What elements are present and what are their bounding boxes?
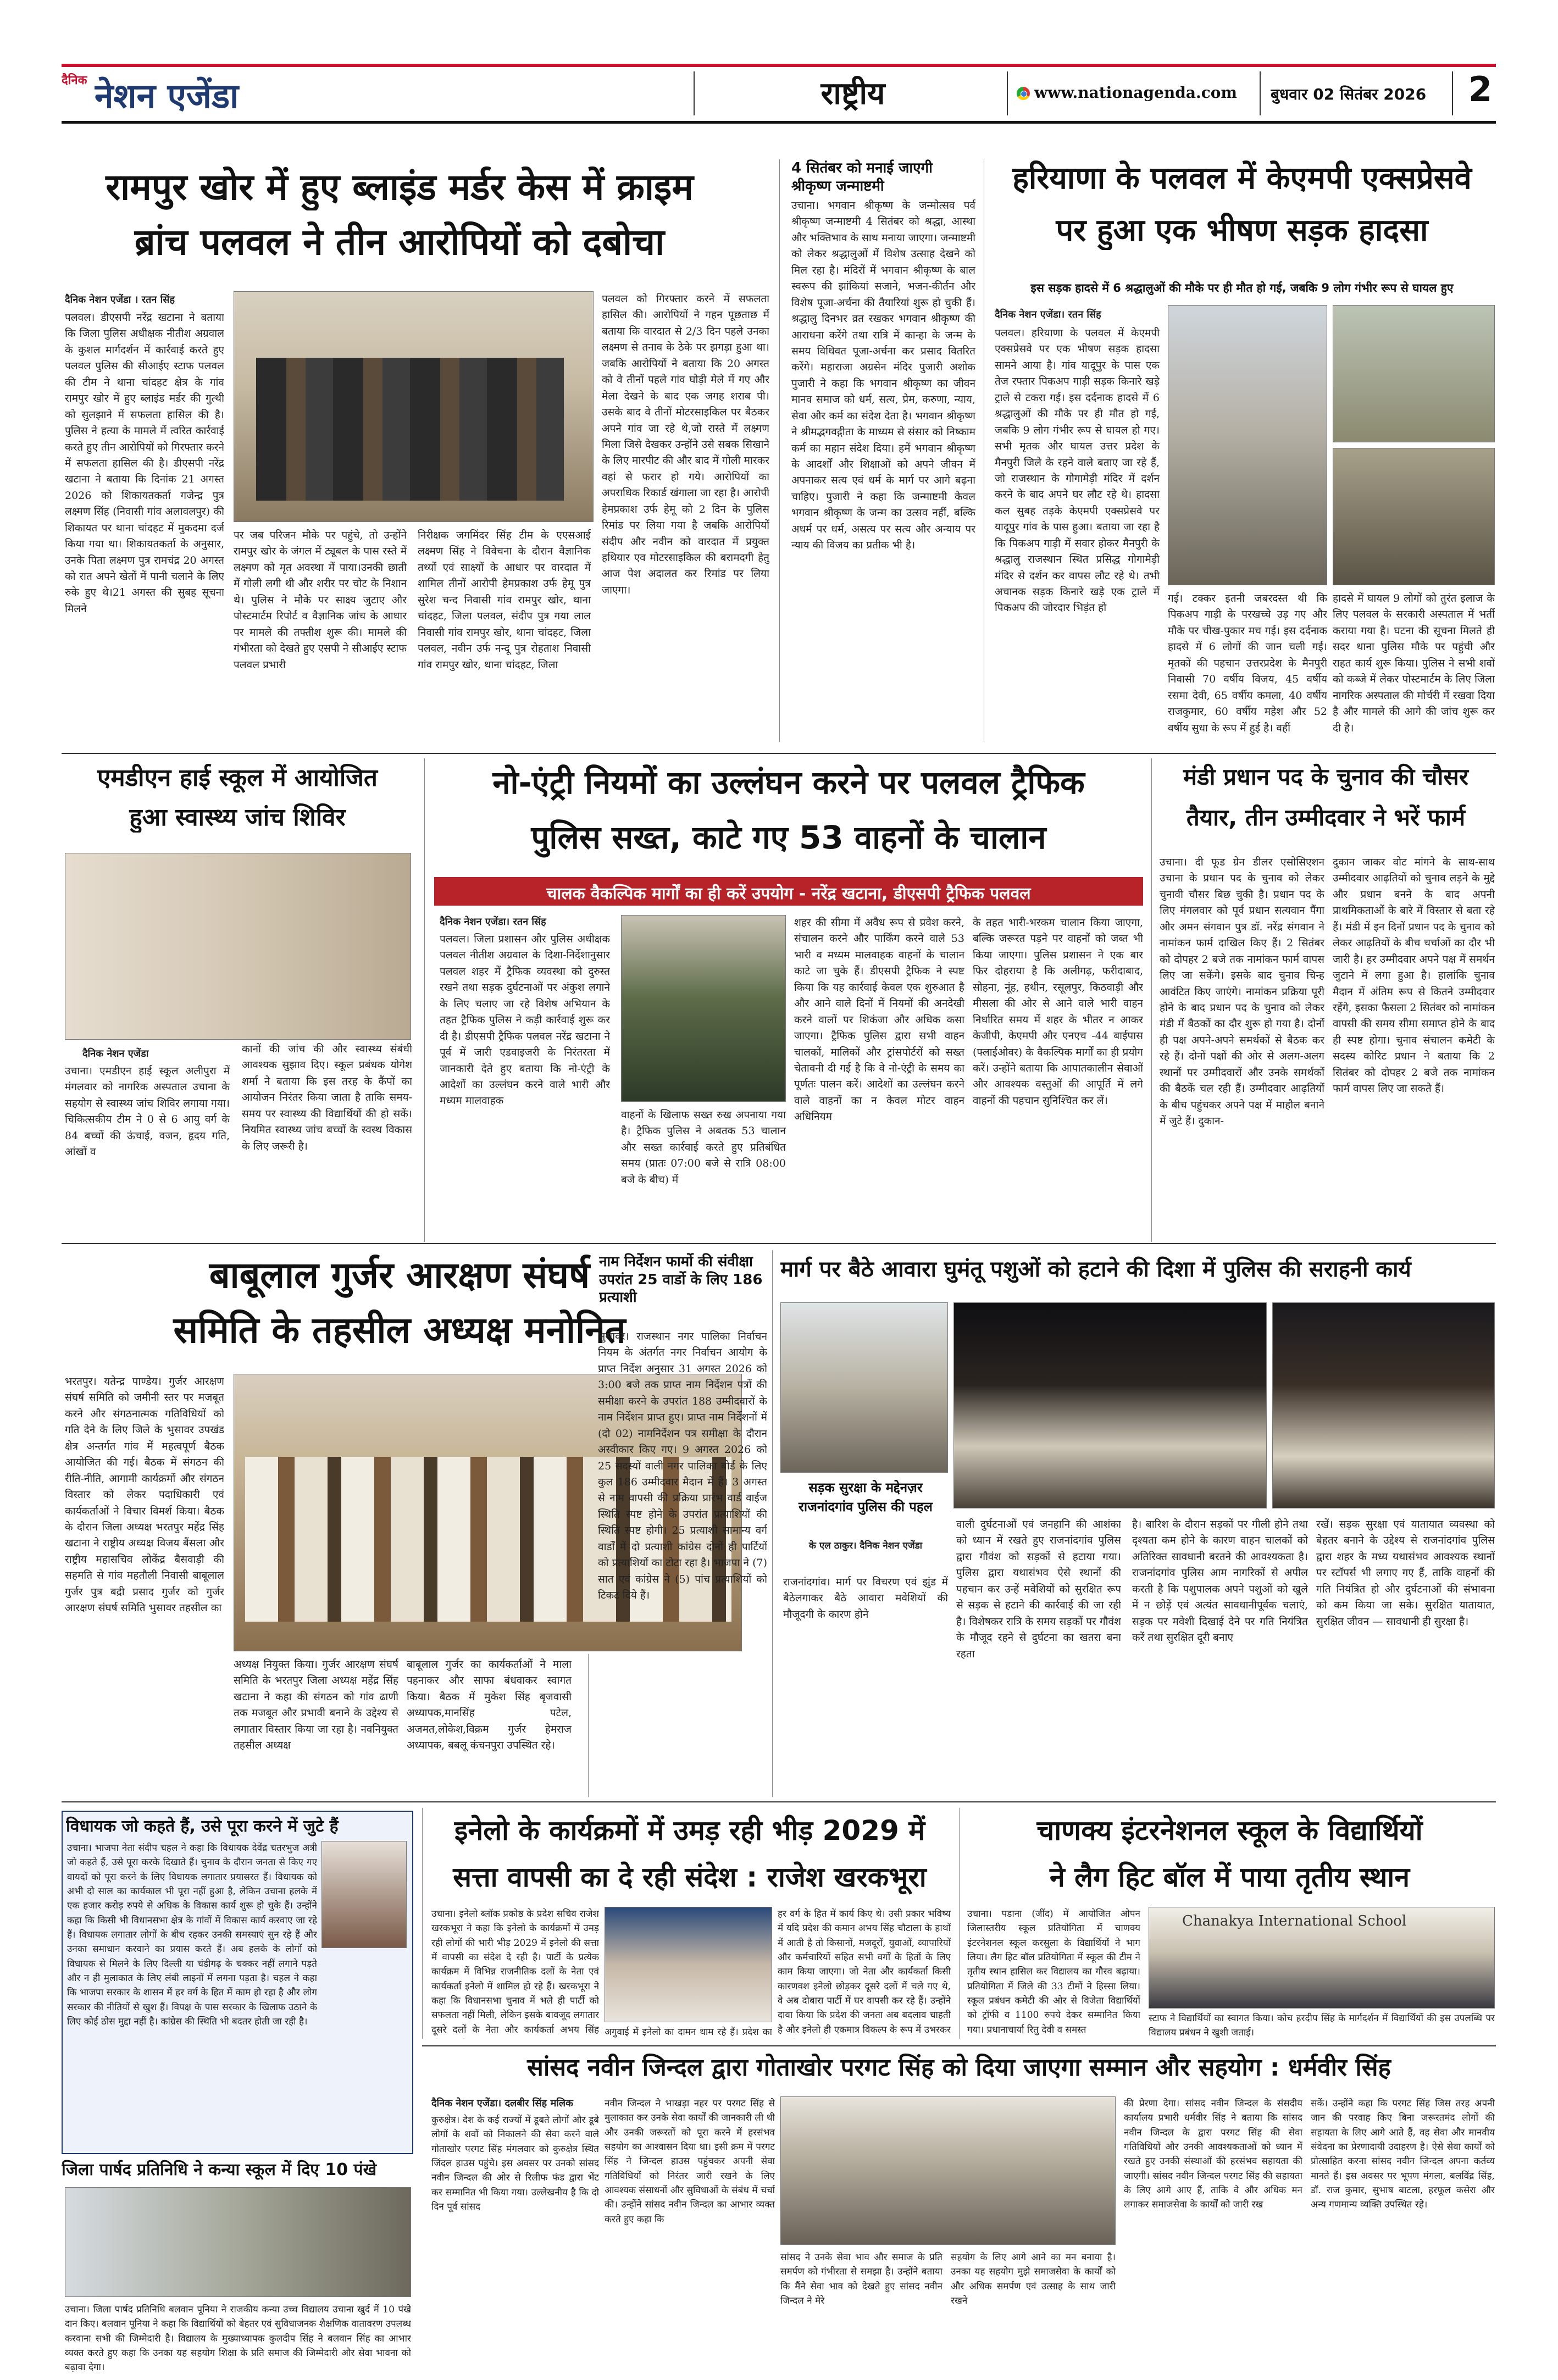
masthead <box>62 64 1496 124</box>
story4-byline: दैनिक नेशन एजेंडा <box>82 1048 149 1059</box>
col-rule-7 <box>422 1808 423 2039</box>
section-rule-5 <box>422 2045 1496 2046</box>
story14-col-4: सहयोग के लिए आगे आने का मन बनाया है। उनका यह सहयोग मुझे समाजसेवा के कार्यों को और अधिक समर्पण एवं उत्साह के साथ जारी रखने <box>951 2252 1116 2307</box>
story9-col-1: राजनांदगांव। मार्ग पर विचरण एवं झुंड में बैठेलगाकर बैठे आवारा मवेशियों की मौजूदगी के कारण होने <box>783 1576 948 1621</box>
page-number: 2 <box>1468 69 1493 109</box>
story3-headline-1: हरियाणा के पलवल में केएमपी एक्सप्रेसवे <box>1012 160 1472 196</box>
story2-body: उचाना। भगवान श्रीकृष्ण के जन्मोत्सव पर्व श्रीकृष्ण जन्माष्टमी 4 सितंबर को श्रद्धा, आस्था और भक्तिभाव के साथ मनाया जाएगा। जन्माष्टमी को लेकर श्रद्धालुओं में विशेष उत्साह देखने को मिल रहा है। मंदिरों में भगवान श्रीकृष्ण के बाल स्वरूप की झांकियां सजाने, भजन-कीर्तन और विशेष पूजा-अर्चना की तैयारियां शुरू हो चुकी हैं। श्रद्धालु दिनभर व्रत रखकर भगवान श्रीकृष्ण की आराधना करेंगे तथा रात्रि में कान्हा के जन्म के समय विधिवत पूजा-अर्चना कर प्रसाद वितरित करेंगे। महाराजा अग्रसेन मंदिर पुजारी अशोक पुजारी ने कहा कि भगवान श्रीकृष्ण का जीवन मानव समाज को धर्म, सत्य, प्रेम, करुणा, न्याय, सेवा और कर्म का संदेश देता है। भगवान श्रीकृष्ण ने श्रीमद्भगवद्गीता के माध्यम से संसार को निष्काम कर्म का महान संदेश दिया। हमें भगवान श्रीकृष्ण के आदर्शों और शिक्षाओं को अपने जीवन में अपनाकर सत्य एवं धर्म के मार्ग पर आगे बढ़ना चाहिए। पुजारी ने कहा कि जन्माष्टमी केवल भगवान श्रीकृष्ण के जन्म का उत्सव नहीं, बल्कि अधर्म पर धर्म, असत्य पर सत्य और अन्याय पर न्याय की विजय का प्रतीक भी है। <box>791 199 975 552</box>
issue-date: बुधवार 02 सितंबर 2026 <box>1271 85 1427 103</box>
paper-name: नेशन एजेंडा <box>95 76 239 116</box>
masthead-top-rule <box>62 64 1496 67</box>
story10-headline: विधायक जो कहते हैं, उसे पूरा करने में जुटे हैं <box>66 1817 339 1836</box>
story13-photo <box>1149 1907 1495 2009</box>
story9-caption-1: सड़क सुरक्षा के मद्देनज़र <box>808 1480 923 1495</box>
website-link[interactable]: www.nationagenda.com <box>1034 84 1238 102</box>
story12-col-3: हर वर्ग के हित में कार्य किए थे। उसी प्रकार भविष्य में यदि प्रदेश की कमान अभय सिंह चौटाला के हाथों में आती है तो किसानों, मजदूरों, युवाओं, व्यापारियों और कर्मचारियों सहित सभी वर्गों के हितों के लिए काम किया जाएगा। जो नेता और कार्यकर्ता किसी कारणवश इनेलो छोड़कर दूसरे दलों में चले गए थे, वे अब दोबारा पार्टी में घर वापसी कर रहे हैं। उन्होंने दावा किया कि प्रदेश की जनता अब बदलाव चाहती है और इनेलो ही एकमात्र विकल्प के रूप में उभरकर <box>778 1909 951 2035</box>
story14-byline: दैनिक नेशन एजेंडा। दलबीर सिंह मलिक <box>431 2098 573 2109</box>
masthead-divider-3 <box>1260 71 1261 115</box>
story9-col-3: है। बारिश के दौरान सड़कों पर गीली होने तथा दृश्यता कम होने के कारण वाहन चालकों को अतिरिक्त सावधानी बरतने की आवश्यकता है। राजनांदगांव पुलिस आम नागरिकों से अपील करती है कि पशुपालक अपने पशुओं को खुले में न छोड़ें एवं अत्यंत सावधानीपूर्वक चलाएं, सड़क पर मवेशी दिखाई देने पर गति नियंत्रित करें तथा सुरक्षित दूरी बनाए <box>1132 1518 1308 1644</box>
story9-col-4: रखें। सड़क सुरक्षा एवं यातायात व्यवस्था को बेहतर बनाने के उद्देश्य से राजनांदगांव पुलिस द्वारा शहर के मध्य यथासंभव आवश्यक स्थानों पर स्टॉपर्स भी लगाए गए हैं, ताकि वाहनों की गति नियंत्रित हो और दुर्घटनाओं की संभावना को कम किया जा सके। सुरक्षित यातायात, सुरक्षित जीवन — सावधानी ही सुरक्षा है। <box>1316 1518 1495 1628</box>
story5-col-4: के तहत भारी-भरकम चालान किया जाएगा, बल्कि जरूरत पड़ने पर वाहनों को जब्त भी किया जाएगा। पुलिस प्रशासन ने एक बार फिर दोहराया है कि अलीगढ़, फरीदाबाद, सोहना, नूंह, हथीन, रसूलपुर, किठवाड़ी और मीसला की ओर से आने वाले भारी वाहन निर्धारित समय में शहर के भीतर न आकर केजीपी, केएमपी और एनएच -44 बाईपास (फ्लाईओवर) के वैकल्पिक मार्गों का ही प्रयोग करें। उन्होंने बताया कि आपातकालीन सेवाओं और आवश्यक वस्तुओं की आपूर्ति में लगे वाहनों की पहचान सुनिश्चित कर लें। <box>973 917 1143 1107</box>
masthead-bottom-rule <box>62 121 1496 124</box>
story2-headline: 4 सितंबर को मनाई जाएगी श्रीकृष्ण जन्माष्टमी <box>791 160 933 195</box>
story6-col-2: दुकान जाकर वोट मांगने के साथ-साथ उम्मीदवार आढ़तियों को चुनाव लड़ने के मुद्दे और प्रधान बनने के बाद अपनी प्राथमिकताओं के बारे में विस्तार से बता रहे हैं। मंडी में इन दिनों प्रधान पद के चुनाव को लेकर आढ़तियों के बीच चर्चाओं का दौर भी जारी है। हर उम्मीदवार अपने पक्ष में समर्थन जुटाने में लगा हुआ है। हालांकि चुनाव मैदान में अंतिम रूप से कितने उम्मीदवार रहेंगे, इसका फैसला 2 सितंबर को नामांकन वापसी की समय सीमा समाप्त होने के बाद ही स्पष्ट होगा। चुनाव संचालन कमेटी के सदस्य कोरिट प्रधान ने बताया कि 2 सितंबर को दोपहर 2 बजे तक नामांकन फार्म वापस लिए जा सकते हैं। <box>1333 856 1495 1095</box>
story6-col-1: उचाना। दी फूड ग्रेन डीलर एसोसिएशन उचाना के प्रधान पद के चुनाव को लेकर चुनावी चौसर बिछ चुकी है। प्रधान पद के लिए मंगलवार को पूर्व प्रधान सत्यवान पैंगा और अमन संगवान पुत्र डॉ. नरेंद्र संगवान ने नामांकन फार्म दाखिल किए हैं। 2 सितंबर को दोपहर 2 बजे तक नामांकन फार्म वापस लिए जा सकेंगे। इसके बाद चुनाव चिन्ह आवंटित किए जाएंगे। नामांकन प्रक्रिया पूरी होने के बाद प्रधान पद के चुनाव को लेकर मंडी में बैठकों का दौर शुरू हो गया है। दोनों ही पक्ष अपने-अपने समर्थकों से बैठक कर रहे हैं। दोनों पक्षों की ओर से अलग-अलग स्थानों पर उम्मीदवारों और उनके समर्थकों की बैठकें चल रही हैं। उम्मीदवार आढ़तियों के बीच पहुंचकर अपने पक्ष में माहौल बनाने में जुटे हैं। दुकान- <box>1160 856 1324 1127</box>
story13-col-2: स्टाफ ने विद्यार्थियों का स्वागत किया। कोच हरदीप सिंह के मार्गदर्शन में विद्यार्थियों की इस उपलब्धि पर विद्यालय प्रबंधन ने खुशी जताई। <box>1149 2013 1495 2039</box>
story1-col-4: पलवल को गिरफ्तार करने में सफलता हासिल की। आरोपियों ने गहन पूछताछ में बताया कि वारदात से 2/3 दिन पहले उनका लक्ष्मण से तनाव के ठेके पर झगड़ा हुआ था। जबकि आरोपियों ने बताया कि 20 अगस्त को वे तीनों पहले गांव घोड़ी मेले में गए और मेला देखने के बाद एक जगह शराब पी। उसके बाद वे तीनों मोटरसाइकिल पर बैठकर अपने गांव जा रहे थे,जो रास्ते में लक्ष्मण मिला जिसे देखकर उन्होंने उसे सबक सिखाने के लिए मारपीट की और बाद में गोली मारकर वहां से फरार हो गये। आरोपियों का अपराधिक रिकार्ड खंगाला जा रहा है। आरोपी हेमप्रकाश उर्फ हेमू को 2 दिन के पुलिस रिमांड पर लिया गया है जबकि आरोपियों संदीप और नवीन को वारदात में प्रयुक्त हथियार एव मोटरसाइकिल की बरामदगी हेतु आज पेश अदालत कर रिमांड पर लिया जाएगा। <box>602 293 769 596</box>
school-sign: Chanakya International School <box>1182 1913 1407 1929</box>
col-rule-8 <box>959 1808 960 2039</box>
story3-photo-3 <box>1333 448 1495 585</box>
story8-body-text: भुसावर। राजस्थान नगर पालिका निर्वाचन नियम के अंतर्गत नगर निर्वाचन आयोग के प्राप्त निर्देश अनुसार 31 अगस्त 2026 को 3:00 बजे तक प्राप्त नाम निर्देशन पत्रों की समीक्षा करने के उपरांत 188 उम्मीदवारों के नाम निर्देशन प्राप्त हुए। प्राप्त नाम निर्देशनों में (दो 02) नामनिर्देशन पत्र समीक्षा के दौरान अस्वीकार किए गए। 9 अगस्त 2026 को 25 सदस्यों वाली नगर पालिका बोर्ड के लिए कुल 186 उम्मीदवार मैदान में हैं। 3 अगस्त से नाम वापसी की प्रक्रिया प्रारंभ वार्ड वाईज स्थिति स्पष्ट होने के उपरांत प्रत्याशियों की स्थिति स्पष्ट होगी। 25 प्रत्याशी सामान्य वर्ग वार्डों में दो प्रत्याशी कांग्रेस दोनों ही पार्टियों को प्रत्याशियों का टोटा रहा है। भाजपा ने (7) सात एवं कांग्रेस ने (5) पांच प्रत्याशियों को टिकट दिये हैं। <box>598 1330 767 1601</box>
col-rule-1 <box>779 159 780 742</box>
story1-col-3: निरीक्षक जगमिंदर सिंह टीम के एएसआई लक्ष्मण सिंह ने विवेचना के दौरान वैज्ञानिक तथ्यों एवं साक्ष्यों के आधार पर वारदात में शामिल तीनों आरोपी हेमप्रकाश उर्फ हेमू पुत्र सुरेश चन्द निवासी गांव रामपुर खोर, थाना चांदहट, जिला पलवल, संदीप पुत्र गया लाल निवासी गांव रामपुर खोर, थाना चांदहट, जिला पलवल, नवीन उर्फ नन्दू पुत्र रोहताश निवासी गांव रामपुर खोर, थाना चांदहट, जिला <box>418 529 591 671</box>
story11-headline: जिला पार्षद प्रतिनिधि ने कन्या स्कूल में दिए 10 पंखे <box>62 2160 377 2179</box>
story10-body: उचाना। भाजपा नेता संदीप चहल ने कहा कि विधायक देवेंद्र चतरभुज अत्री जो कहते हैं, उसे पूरा करके दिखाते हैं। चुनाव के दौरान जनता से किए गए वायदों को पूरा करने के लिए विधायक लगातार प्रयासरत हैं। विधायक को अभी दो साल का कार्यकाल भी पूरा नहीं हुआ है, लेकिन उचाना हलके में एक हजार करोड़ रुपये से अधिक के विकास कार्य शुरू हो चुके हैं। उन्होंने कहा कि किसी भी विधानसभा क्षेत्र के गांवों में विकास कार्य करवाए जा रहे हैं। विधायक लगातार लोगों के बीच रहकर उनकी समस्याएं सुन रहे हैं और उनका समाधान करवाने का प्रयास करते हैं। अब हलके के लोगों को विधायक से मिलने के लिए दिल्ली या चंडीगढ़ के चक्कर नहीं लगाने पड़ते और न ही मुलाकात के लिए लंबी लाइनों में लगना पड़ता है। चहल ने कहा कि भाजपा सरकार के शासन में हर वर्ग के हित में काम हो रहा है और लोग सरकार की नीतियों से खुश हैं। विपक्ष के पास सरकार के खिलाफ उठाने के लिए कोई ठोस मुद्दा नहीं है। कांग्रेस की स्थिति भी बदतर होती जा रही है। <box>67 1843 317 2028</box>
story11-body: उचाना। जिला पार्षद प्रतिनिधि बलवान पूनिया ने राजकीय कन्या उच्च विद्यालय उचाना खुर्द में 10 पंखे दान किए। बलवान पूनिया ने कहा कि विद्यार्थियों को बेहतर एवं सुविधाजनक शैक्षणिक वातावरण उपलब्ध करवाना सभी की जिम्मेदारी है। विद्यालय के मुख्याध्यापक कुलदीप सिंह ने बलवान सिंह का आभार व्यक्त करते हुए कहा कि उनका यह सहयोग शिक्षा के प्रति समाज की जिम्मेदारी और सेवा भावना को बढ़ावा देगा। <box>65 2304 411 2373</box>
story9-photo-2 <box>953 1302 1267 1508</box>
col-rule-3 <box>424 758 425 1242</box>
story12-headline-2: सत्ता वापसी का दे रही संदेश : राजेश खरकभूरा <box>453 1861 927 1893</box>
story9-headline: मार्ग पर बैठे आवारा घुमंतू पशुओं को हटाने की दिशा में पुलिस की सराहनी कार्य <box>780 1257 1411 1282</box>
section-rule-4 <box>62 1801 1496 1802</box>
story3-byline: दैनिक नेशन एजेंडा। रतन सिंह <box>995 309 1101 320</box>
story5-col-2: वाहनों के खिलाफ सख्त रुख अपनाया गया है। ट्रैफिक पुलिस ने अबतक 53 चालान और सख्त कार्रवाई करते हुए प्रतिबंधित समय (प्रातः 07:00 बजे से रात्रि 08:00 बजे के बीच) में <box>621 1109 786 1186</box>
story13-headline-1: चाणक्य इंटरनेशनल स्कूल के विद्यार्थियों <box>1036 1815 1423 1846</box>
story12-col-1: उचाना। इनेलो ब्लॉक प्रकोष्ठ के प्रदेश सचिव राजेश खरकभूरा ने कहा कि इनेलो के कार्यक्रमों में उमड़ रही लोगों की भारी भीड़ 2029 में इनेलो की सत्ता में वापसी का संदेश दे रही है। पार्टी के प्रत्येक कार्यक्रम में विभिन्न राजनीतिक दलों के नेता एवं कार्यकर्ता इनेलो में शामिल हो रहे हैं। खरकभूरा ने कहा कि विधानसभा चुनाव में भले ही पार्टी को सफलता नहीं मिली, लेकिन इसके बावजूद लगातार दूसरे दलों के नेता और कार्यकर्ता अभय सिंह <box>431 1909 599 2035</box>
story14-col-5: की प्रेरणा देगा। सांसद नवीन जिन्दल के संसदीय कार्यालय प्रभारी धर्मवीर सिंह ने बताया कि सांसद नवीन जिन्दल के द्वारा परगट सिंह की सेवा गतिविधियों और उनकी आवश्यकताओं को ध्यान में रखते हुए उनकी संस्थाओं की हरसंभव सहायता की जाएगी। सांसद नवीन जिन्दल परगट सिंह की सहायता के लिए आगे आए हैं, ताकि वे और अधिक मन लगाकर समाजसेवा के कार्यों को जारी रख <box>1124 2098 1302 2211</box>
story7-col-2: अध्यक्ष नियुक्त किया। गुर्जर आरक्षण संघर्ष समिति के भरतपुर जिला अध्यक्ष महेंद्र सिंह खटाना ने कहा की संगठन को गांव ढाणी तक मजबूत और प्रभावी बनाने के उद्देश्य से लगातार विस्तार किया जा रहा है। नवनियुक्त तहसील अध्यक्ष <box>234 1658 398 1752</box>
story9-photo-1 <box>780 1302 948 1473</box>
story7-col-3: बाबूलाल गुर्जर का कार्यकर्ताओं ने माला पहनाकर और साफा बंधवाकर स्वागत किया। बैठक में मुकेश सिंह बृजवासी अध्यापक,मानसिंह पटेल, अजमत,लोकेश,विक्रम गुर्जर हेमराज अध्यापक, बबलू कंचनपुरा उपस्थित रहे। <box>407 1658 572 1752</box>
browser-icon <box>1017 87 1030 100</box>
story14-col-6: सकें। उन्होंने कहा कि परगट सिंह जिस तरह अपनी जान की परवाह किए बिना जरूरतमंद लोगों की सहायता के लिए आगे आते हैं, वह सेवा और मानवीय संवेदना का प्रेरणादायी उदाहरण है। ऐसे सेवा कार्यों को प्रोत्साहित करना सांसद नवीन जिन्दल अपना कर्तव्य मानते हैं। इस अवसर पर भूपण मंगला, बलविंद्र सिंह, डॉ. राज कुमार, सुभाष बाटला, हरफूल कसेरा और अन्य गणमान्य व्यक्ति उपस्थित रहे। <box>1311 2098 1495 2211</box>
story12-col-2: अगुवाई में इनेलो का दामन थाम रहे हैं। प्रदेश का <box>605 2027 772 2038</box>
story1-byline: दैनिक नेशन एजेंडा । रतन सिंह <box>65 294 175 306</box>
story3-col-1: पलवल। हरियाणा के पलवल में केएमपी एक्सप्रेसवे पर एक भीषण सड़क हादसा सामने आया है। गांव यादूपुर के पास एक तेज रफ्तार पिकअप गाड़ी सड़क किनारे खड़े ट्राले से टकरा गई। इस दर्दनाक हादसे में 6 श्रद्धालुओं की मौके पर ही मौत हो गई, जबकि 9 लोग गंभीर रूप से घायल हो गए। सभी मृतक और घायल उत्तर प्रदेश के मैनपुरी जिले के रहने वाले बताए जा रहे हैं, जो राजस्थान के गोगामेड़ी मंदिर में दर्शन करने के बाद अपने घर लौट रहे थे। हादसा कल सुबह तड़के केएमपी एक्सप्रेसवे पर यादूपुर गांव के पास हुआ। बताया जा रहा है कि पिकअप गाड़ी में सवार होकर मैनपुरी के श्रद्धालु राजस्थान स्थित प्रसिद्ध गोगामेड़ी मंदिर से दर्शन कर वापस लौट रहे थे। तभी अचानक सड़क किनारे खड़े एक ट्राले में पिकअप की जोरदार भिड़ंत हो <box>995 327 1160 614</box>
story1-headline-1: रामपुर खोर में हुए ब्लाइंड मर्डर केस में क्राइम <box>106 166 694 208</box>
story14-photo <box>780 2096 1116 2245</box>
col-rule-6 <box>772 1250 773 1797</box>
masthead-divider-1 <box>694 71 695 115</box>
story9-byline: के एल ठाकुर। दैनिक नेशन एजेंडा <box>808 1540 923 1551</box>
story8-headline: नाम निर्देशन फार्मो की संवीक्षा उपरांत 25 वार्डो के लिए 186 प्रत्याशी <box>599 1253 763 1306</box>
story4-photo <box>65 853 411 1040</box>
story1-col-1: पलवल। डीएसपी नरेंद्र खटाना ने बताया कि जिला पुलिस अधीक्षक नीतीश अग्रवाल के कुशल मार्गदर्शन में कार्रवाई करते हुए पलवल पुलिस की सीआईए स्टाफ पलवल की टीम ने थाना चांदहट क्षेत्र के गांव रामपुर खोर में हुए ब्लाइंड मर्डर की गुत्थी को सुलझाने में सफलता हासिल की है। पुलिस ने हत्या के मामले में त्वरित कार्रवाई करते हुए तीन आरोपियों को गिरफ्तार करने में सफलता हासिल की है। डीएसपी नरेंद्र खटाना ने बताया कि दिनांक 21 अगस्त 2026 को शिकायतकर्ता गजेन्द्र पुत्र लक्ष्मण सिंह (निवासी गांव अलावलपुर) की शिकायत पर थाना चांदहट में मुकदमा दर्ज किया गया था। शिकायतकर्ता के अनुसार, उनके पिता लक्ष्मण पुत्र रामचंद्र 20 अगस्त को रात अपने खेतों में पानी चलाने के लिए रुके हुए थे।21 अगस्त की सुबह सूचना मिलने <box>65 312 224 615</box>
paper-name-small: दैनिक <box>62 74 87 87</box>
story5-headline-1: नो-एंट्री नियमों का उल्लंघन करने पर पलवल ट्रैफिक <box>492 764 1085 801</box>
story5-headline-2: पुलिस सख्त, काटे गए 53 वाहनों के चालान <box>531 819 1046 856</box>
story12-headline-1: इनेलो के कार्यक्रमों में उमड़ रही भीड़ 2029 में <box>454 1815 925 1846</box>
story4-headline-2: हुआ स्वास्थ्य जांच शिविर <box>129 803 346 831</box>
story9-caption-2: राजनांदगांव पुलिस की पहल <box>799 1499 933 1514</box>
story14-headline: सांसद नवीन जिन्दल द्वारा गोताखोर परगट सिंह को दिया जाएगा सम्मान और सहयोग : धर्मवीर सिंह <box>527 2054 1391 2082</box>
story10-photo <box>321 1841 407 1948</box>
story1-col-2: पर जब परिजन मौके पर पहुंचे, तो उन्होंने रामपुर खोर के जंगल में ट्यूबल के पास रस्ते में लक्ष्मण को मृत अवस्था में पाया।उनकी छाती में गोली लगी थी और शरीर पर चोट के निशान थे। पुलिस ने मौके पर साक्ष्य जुटाए और पोस्टमार्टम रिपोर्ट व वैज्ञानिक जांच के आधार पर मामले की तफ्तीश शुरू की। मामले की गंभीरता को देखते हुए एसपी ने सीआईए स्टाफ पलवल प्रभारी <box>234 529 407 671</box>
col-rule-5 <box>588 1654 589 1797</box>
masthead-divider-2 <box>1007 71 1008 115</box>
section-rule-2 <box>62 1243 1496 1244</box>
story14-col-1: कुरुक्षेत्र। देश के कई राज्यों में डूबते लोगों और डूबे लोगों के शवों को निकालने की सेवा करने वाले गोताखोर परगट सिंह मंगलवार को कुरुक्षेत्र स्थित जिंदल हाउस पहुंचे। इस अवसर पर उनको सांसद नवीन जिन्दल की ओर से रिलीफ फंड द्वारा भेंट कर सम्मानित भी किया गया। उल्लेखनीय है कि दो दिन पूर्व सांसद <box>431 2115 599 2213</box>
story4-headline-1: एमडीएन हाई स्कूल में आयोजित <box>97 764 378 792</box>
story5-col-3: शहर की सीमा में अवैध रूप से प्रवेश करने, संचालन करने और पार्किंग करने वाले 53 भारी व मध्यम मालवाहक वाहनों के चालान काटे जा चुके हैं। डीएसपी ट्रैफिक ने स्पष्ट किया कि यह कार्रवाई केवल एक शुरुआत है और आने वाले दिनों में नियमों की अनदेखी करने वालों पर शिकंजा और अधिक कसा जाएगा। ट्रैफिक पुलिस द्वारा सभी वाहन चालकों, मालिकों और ट्रांसपोर्टरों को सख्त चेतावनी दी गई है कि वे नो-एंट्री के समय का पूर्णतः पालन करें। आदेशों का उल्लंघन करने वाले वाहनों का न केवल मोटर वाहन अधिनियम <box>794 917 964 1123</box>
story5-banner-text: चालक वैकल्पिक मार्गों का ही करें उपयोग - नरेंद्र खटाना, डीएसपी ट्रैफिक पलवल <box>546 884 1031 903</box>
story1-photo <box>234 291 594 522</box>
story14-col-3: सांसद ने उनके सेवा भाव और समाज के प्रति समर्पण को गंभीरता से समझा है। उन्होंने बताया कि मैंने सेवा भाव को देखते हुए सांसद नवीन जिन्दल ने मेरे <box>780 2252 942 2307</box>
story11-photo <box>65 2187 411 2297</box>
section-title: राष्ट्रीय <box>820 76 885 112</box>
story7-headline-2: समिति के तहसील अध्यक्ष मनोनित <box>173 1309 626 1351</box>
story14-col-2: नवीन जिन्दल ने भाखड़ा नहर पर परगट सिंह से मुलाकात कर उनके सेवा कार्यों की जानकारी ली थी और उनकी जरूरतों को पूरा करने में हरसंभव सहयोग का आश्वासन दिया था। इसी क्रम में परगट सिंह ने जिन्दल हाउस पहुंचकर अपनी सेवा गतिविधियों को निरंतर जारी रखने के लिए आवश्यक संसाधनों और सुविधाओं के संबंध में चर्चा की। उन्होंने सांसद नवीन जिन्दल का आभार व्यक्त करते हुए कहा कि <box>605 2098 775 2225</box>
story5-col-1: पलवल। जिला प्रशासन और पुलिस अधीक्षक पलवल नीतीश अग्रवाल के दिशा-निर्देशानुसार पलवल शहर में ट्रैफिक व्यवस्था को दुरुस्त रखने तथा सड़क दुर्घटनाओं पर अंकुश लगाने के लिए चलाए जा रहे विशेष अभियान के तहत ट्रैफिक पुलिस ने कड़ी कार्रवाई शुरू कर दी है। डीएसपी ट्रैफिक पलवल नरेंद्र खटाना ने पूर्व में जारी एडवाइजरी के निरंतरता में जानकारी देते हुए बताया कि नो-एंट्री के आदेशों का उल्लंघन करने वाले भारी और मध्यम मालवाहक <box>440 933 610 1107</box>
story9-photo-3 <box>1272 1302 1495 1508</box>
story3-col-2: गई। टक्कर इतनी जबरदस्त थी कि पिकअप गाड़ी के परखच्चे उड़ गए और मौके पर चीख-पुकार मच गई। इस दर्दनाक हादसे में 6 लोगों की जान चली गई। मृतकों की पहचान उत्तरप्रदेश के मैनपुरी निवासी 70 वर्षीय विजय, 45 वर्षीय रसमा देवी, 65 वर्षीय कमला, 40 वर्षीय राजकुमार, 60 वर्षीय महेश और 52 वर्षीय सुधा के रूप में हुई है। वहीं <box>1168 592 1327 734</box>
section-rule-1 <box>62 753 1496 754</box>
story4-body-2: कानों की जांच की और स्वास्थ्य संबंधी आवश्यक सुझाव दिए। स्कूल प्रबंधक योगेश शर्मा ने बताया कि इस तरह के कैंपों का आयोजन निरंतर किया जाता है ताकि समय-समय पर स्वास्थ्य की विद्यार्थियों की हो सकें। नियमित स्वास्थ्य जांच बच्चों के स्वस्थ विकास के लिए जरूरी है। <box>242 1043 412 1152</box>
story7-col-1: भरतपुर। यतेन्द्र पाण्डेय। गुर्जर आरक्षण संघर्ष समिति को जमीनी स्तर पर मजबूत करने और संगठनात्मक गतिविधियों को गति देने के लिए जिले के भुसावर उपखंड क्षेत्र अन्तर्गत गांव में महत्वपूर्ण बैठक आयोजित की गई। बैठक में संगठन की रीति-नीति, आगामी कार्यक्रमों और संगठन विस्तार को लेकर पदाधिकारी एवं कार्यकर्ताओं ने विचार विमर्श किया। बैठक के दौरान जिला अध्यक्ष भरतपुर महेंद्र सिंह खटाना ने राष्ट्रीय अध्यक्ष विजय बैंसला और राष्ट्रीय महासचिव लोकेंद्र बैसवाड़ी की सहमति से गांव महतौली निवासी बाबूलाल गुर्जर पुत्र बद्री प्रसाद गुर्जर को गुर्जर आरक्षण संघर्ष समिति भुसावर तहसील का <box>65 1375 224 1615</box>
story3-headline-2: पर हुआ एक भीषण सड़क हादसा <box>1056 213 1428 248</box>
story13-headline-2: ने लैग हिट बॉल में पाया तृतीय स्थान <box>1049 1861 1410 1893</box>
story1-headline-2: ब्रांच पलवल ने तीन आरोपियों को दबोचा <box>134 221 665 263</box>
story9-col-2: वाली दुर्घटनाओं एवं जनहानि की आशंका को ध्यान में रखते हुए राजनांदगांव पुलिस द्वारा गौवंश को सड़कों से हटाया गया। पुलिस द्वारा यथासंभव ऐसे स्थानों की पहचान कर उन्हें मवेशियों को सुरक्षित रूप से सड़क से हटाने की कार्रवाई की जा रही है। विशेषकर रात्रि के समय सड़कों पर गौवंश के मौजूद रहने से दुर्घटना का खतरा बना रहता <box>956 1518 1121 1660</box>
masthead-divider-4 <box>1452 71 1453 115</box>
story4-body-1: उचाना। एमडीएन हाई स्कूल अलीपुरा में मंगलवार को नागरिक अस्पताल उचाना के सहयोग से स्वास्थ्य जांच शिविर लगाया गया। चिकित्सकीय टीम ने 0 से 6 आयु वर्ग के 84 बच्चों की ऊंचाई, वजन, हृदय गति, आंखों व <box>65 1065 230 1158</box>
story3-col-3: हादसे में घायल 9 लोगों को तुरंत इलाज के लिए पलवल के सरकारी अस्पताल में भर्ती कराया गया है। घटना की सूचना मिलते ही सदर थाना पुलिस मौके पर पहुंची और राहत कार्य शुरू किया। पुलिस ने सभी शवों को कब्जे में लेकर पोस्टमार्टम के लिए जिला नागरिक अस्पताल की मोर्चरी में रखवा दिया है और मामले की आगे की जांच शुरू कर दी है। <box>1333 592 1495 734</box>
story7-headline-1: बाबूलाल गुर्जर आरक्षण संघर्ष <box>209 1254 590 1296</box>
col-rule-4 <box>1151 758 1152 1242</box>
story3-subhead: इस सड़क हादसे में 6 श्रद्धालुओं की मौके पर ही मौत हो गई, जबकि 9 लोग गंभीर रूप से घायल हुए <box>1030 281 1454 295</box>
story3-photo-2 <box>1333 305 1495 442</box>
story3-photo-1 <box>1168 305 1327 585</box>
story6-headline-2: तैयार, तीन उम्मीदवार ने भरें फार्म <box>1186 804 1466 831</box>
story12-photo <box>605 1907 772 2022</box>
story6-headline-1: मंडी प्रधान पद के चुनाव की चौसर <box>1183 763 1468 790</box>
story5-byline: दैनिक नेशन एजेंडा। रतन सिंह <box>440 916 546 928</box>
story5-photo <box>621 915 786 1102</box>
story13-col-1: उचाना। पडाना (जींद) में आयोजित ओपन जिलास्तरीय स्कूल प्रतियोगिता में चाणक्य इंटरनेशनल स्कूल करसुला के विद्यार्थियों ने भाग लिया। लैग हिट बॉल प्रतियोगिता में स्कूल की टीम ने तृतीय स्थान हासिल कर विद्यालय का गौरव बढ़ाया। प्रतियोगिता में जिले की 33 टीमों ने हिस्सा लिया। स्कूल प्रबंधन कमेटी की ओर से विजेता विद्यार्थियों को ट्रॉफी व 1100 रुपये देकर सम्मानित किया गया। प्रधानाचार्या रितु देवी व समस्त <box>967 1909 1140 2035</box>
